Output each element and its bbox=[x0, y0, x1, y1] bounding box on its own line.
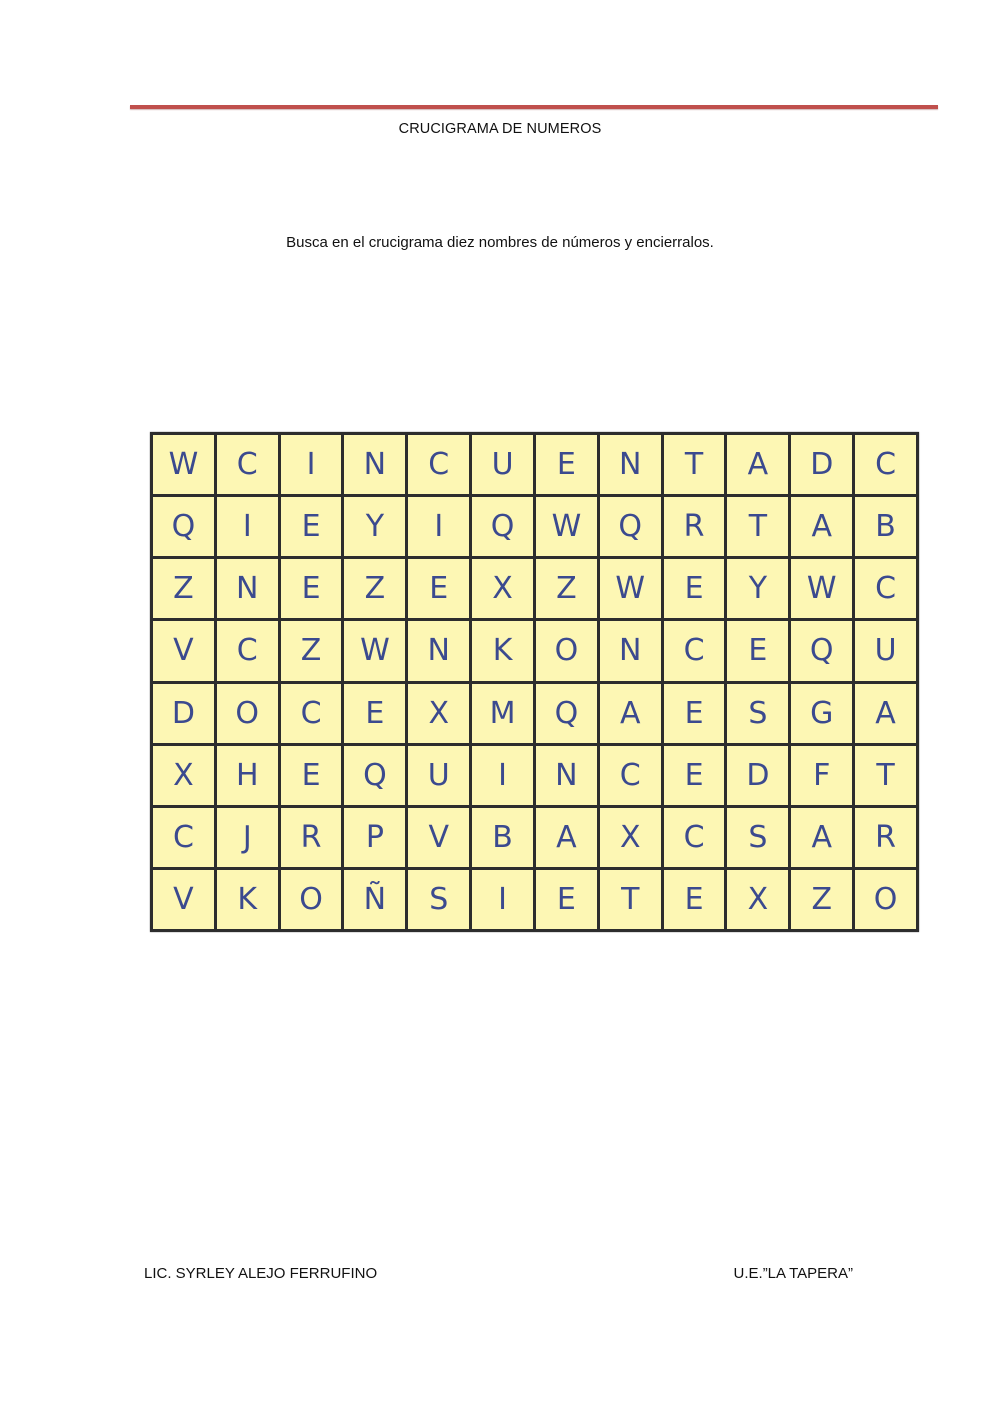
puzzle-cell[interactable]: Ñ bbox=[344, 870, 405, 929]
puzzle-cell[interactable]: C bbox=[600, 746, 661, 805]
puzzle-cell[interactable]: Z bbox=[344, 559, 405, 618]
puzzle-cell[interactable]: R bbox=[664, 497, 725, 556]
puzzle-cell[interactable]: Q bbox=[600, 497, 661, 556]
puzzle-cell[interactable]: G bbox=[791, 684, 852, 743]
puzzle-cell[interactable]: U bbox=[855, 621, 916, 680]
puzzle-cell[interactable]: T bbox=[664, 435, 725, 494]
puzzle-cell[interactable]: U bbox=[408, 746, 469, 805]
puzzle-cell[interactable]: A bbox=[536, 808, 597, 867]
puzzle-cell[interactable]: V bbox=[153, 621, 214, 680]
puzzle-cell[interactable]: R bbox=[855, 808, 916, 867]
puzzle-cell[interactable]: Y bbox=[344, 497, 405, 556]
puzzle-cell[interactable]: T bbox=[855, 746, 916, 805]
puzzle-cell[interactable]: E bbox=[536, 870, 597, 929]
puzzle-cell[interactable]: W bbox=[791, 559, 852, 618]
puzzle-cell[interactable]: D bbox=[727, 746, 788, 805]
puzzle-cell[interactable]: O bbox=[281, 870, 342, 929]
puzzle-cell[interactable]: E bbox=[281, 746, 342, 805]
puzzle-cell[interactable]: E bbox=[664, 559, 725, 618]
puzzle-cell[interactable]: S bbox=[727, 808, 788, 867]
puzzle-cell[interactable]: N bbox=[536, 746, 597, 805]
puzzle-cell[interactable]: C bbox=[664, 808, 725, 867]
puzzle-cell[interactable]: D bbox=[153, 684, 214, 743]
puzzle-cell[interactable]: P bbox=[344, 808, 405, 867]
puzzle-cell[interactable]: I bbox=[408, 497, 469, 556]
puzzle-cell[interactable]: W bbox=[600, 559, 661, 618]
puzzle-cell[interactable]: A bbox=[855, 684, 916, 743]
puzzle-cell[interactable]: E bbox=[281, 559, 342, 618]
puzzle-cell[interactable]: K bbox=[472, 621, 533, 680]
puzzle-cell[interactable]: Q bbox=[344, 746, 405, 805]
puzzle-cell[interactable]: W bbox=[153, 435, 214, 494]
puzzle-cell[interactable]: X bbox=[727, 870, 788, 929]
puzzle-cell[interactable]: Y bbox=[727, 559, 788, 618]
puzzle-cell[interactable]: J bbox=[217, 808, 278, 867]
page-title: CRUCIGRAMA DE NUMEROS bbox=[398, 121, 602, 137]
puzzle-cell[interactable]: E bbox=[664, 746, 725, 805]
puzzle-cell[interactable]: X bbox=[408, 684, 469, 743]
puzzle-cell[interactable]: S bbox=[408, 870, 469, 929]
puzzle-cell[interactable]: M bbox=[472, 684, 533, 743]
puzzle-cell[interactable]: Z bbox=[791, 870, 852, 929]
puzzle-cell[interactable]: W bbox=[344, 621, 405, 680]
puzzle-cell[interactable]: B bbox=[472, 808, 533, 867]
footer-school: U.E.”LA TAPERA” bbox=[733, 1265, 853, 1282]
puzzle-cell[interactable]: K bbox=[217, 870, 278, 929]
puzzle-cell[interactable]: I bbox=[472, 870, 533, 929]
puzzle-cell[interactable]: Q bbox=[536, 684, 597, 743]
puzzle-cell[interactable]: N bbox=[344, 435, 405, 494]
puzzle-cell[interactable]: E bbox=[408, 559, 469, 618]
puzzle-cell[interactable]: O bbox=[217, 684, 278, 743]
puzzle-cell[interactable]: Z bbox=[536, 559, 597, 618]
puzzle-cell[interactable]: B bbox=[855, 497, 916, 556]
puzzle-cell[interactable]: C bbox=[153, 808, 214, 867]
puzzle-cell[interactable]: C bbox=[217, 435, 278, 494]
puzzle-cell[interactable]: I bbox=[281, 435, 342, 494]
instructions-text: Busca en el crucigrama diez nombres de números y encierralos. bbox=[286, 234, 714, 251]
header-rule bbox=[130, 105, 938, 109]
puzzle-cell[interactable]: A bbox=[791, 497, 852, 556]
word-search-puzzle bbox=[150, 432, 919, 932]
puzzle-cell[interactable]: T bbox=[600, 870, 661, 929]
puzzle-cell[interactable]: I bbox=[217, 497, 278, 556]
puzzle-cell[interactable]: C bbox=[855, 435, 916, 494]
puzzle-cell[interactable]: O bbox=[855, 870, 916, 929]
puzzle-cell[interactable]: E bbox=[664, 684, 725, 743]
puzzle-cell[interactable]: C bbox=[664, 621, 725, 680]
puzzle-cell[interactable]: I bbox=[472, 746, 533, 805]
puzzle-cell[interactable]: N bbox=[600, 621, 661, 680]
puzzle-cell[interactable]: Z bbox=[153, 559, 214, 618]
puzzle-cell[interactable]: V bbox=[408, 808, 469, 867]
puzzle-cell[interactable]: N bbox=[217, 559, 278, 618]
puzzle-cell[interactable]: X bbox=[600, 808, 661, 867]
puzzle-cell[interactable]: R bbox=[281, 808, 342, 867]
puzzle-cell[interactable]: Q bbox=[791, 621, 852, 680]
puzzle-cell[interactable]: C bbox=[855, 559, 916, 618]
puzzle-cell[interactable]: S bbox=[727, 684, 788, 743]
puzzle-cell[interactable]: T bbox=[727, 497, 788, 556]
footer-author: LIC. SYRLEY ALEJO FERRUFINO bbox=[144, 1265, 378, 1282]
puzzle-cell[interactable]: Q bbox=[153, 497, 214, 556]
puzzle-cell[interactable]: E bbox=[727, 621, 788, 680]
puzzle-cell[interactable]: E bbox=[664, 870, 725, 929]
puzzle-cell[interactable]: E bbox=[536, 435, 597, 494]
puzzle-cell[interactable]: X bbox=[472, 559, 533, 618]
puzzle-cell[interactable]: X bbox=[153, 746, 214, 805]
puzzle-cell[interactable]: U bbox=[472, 435, 533, 494]
puzzle-cell[interactable]: V bbox=[153, 870, 214, 929]
puzzle-cell[interactable]: Q bbox=[472, 497, 533, 556]
puzzle-cell[interactable]: N bbox=[600, 435, 661, 494]
puzzle-cell[interactable]: C bbox=[281, 684, 342, 743]
puzzle-cell[interactable]: W bbox=[536, 497, 597, 556]
puzzle-cell[interactable]: A bbox=[791, 808, 852, 867]
puzzle-cell[interactable]: H bbox=[217, 746, 278, 805]
puzzle-cell[interactable]: A bbox=[727, 435, 788, 494]
puzzle-cell[interactable]: E bbox=[281, 497, 342, 556]
puzzle-cell[interactable]: D bbox=[791, 435, 852, 494]
puzzle-cell[interactable]: C bbox=[217, 621, 278, 680]
puzzle-cell[interactable]: N bbox=[408, 621, 469, 680]
puzzle-cell[interactable]: A bbox=[600, 684, 661, 743]
puzzle-cell[interactable]: O bbox=[536, 621, 597, 680]
puzzle-cell[interactable]: C bbox=[408, 435, 469, 494]
word-search-grid bbox=[153, 435, 916, 929]
puzzle-cell[interactable]: F bbox=[791, 746, 852, 805]
puzzle-cell[interactable]: Z bbox=[281, 621, 342, 680]
puzzle-cell[interactable]: E bbox=[344, 684, 405, 743]
